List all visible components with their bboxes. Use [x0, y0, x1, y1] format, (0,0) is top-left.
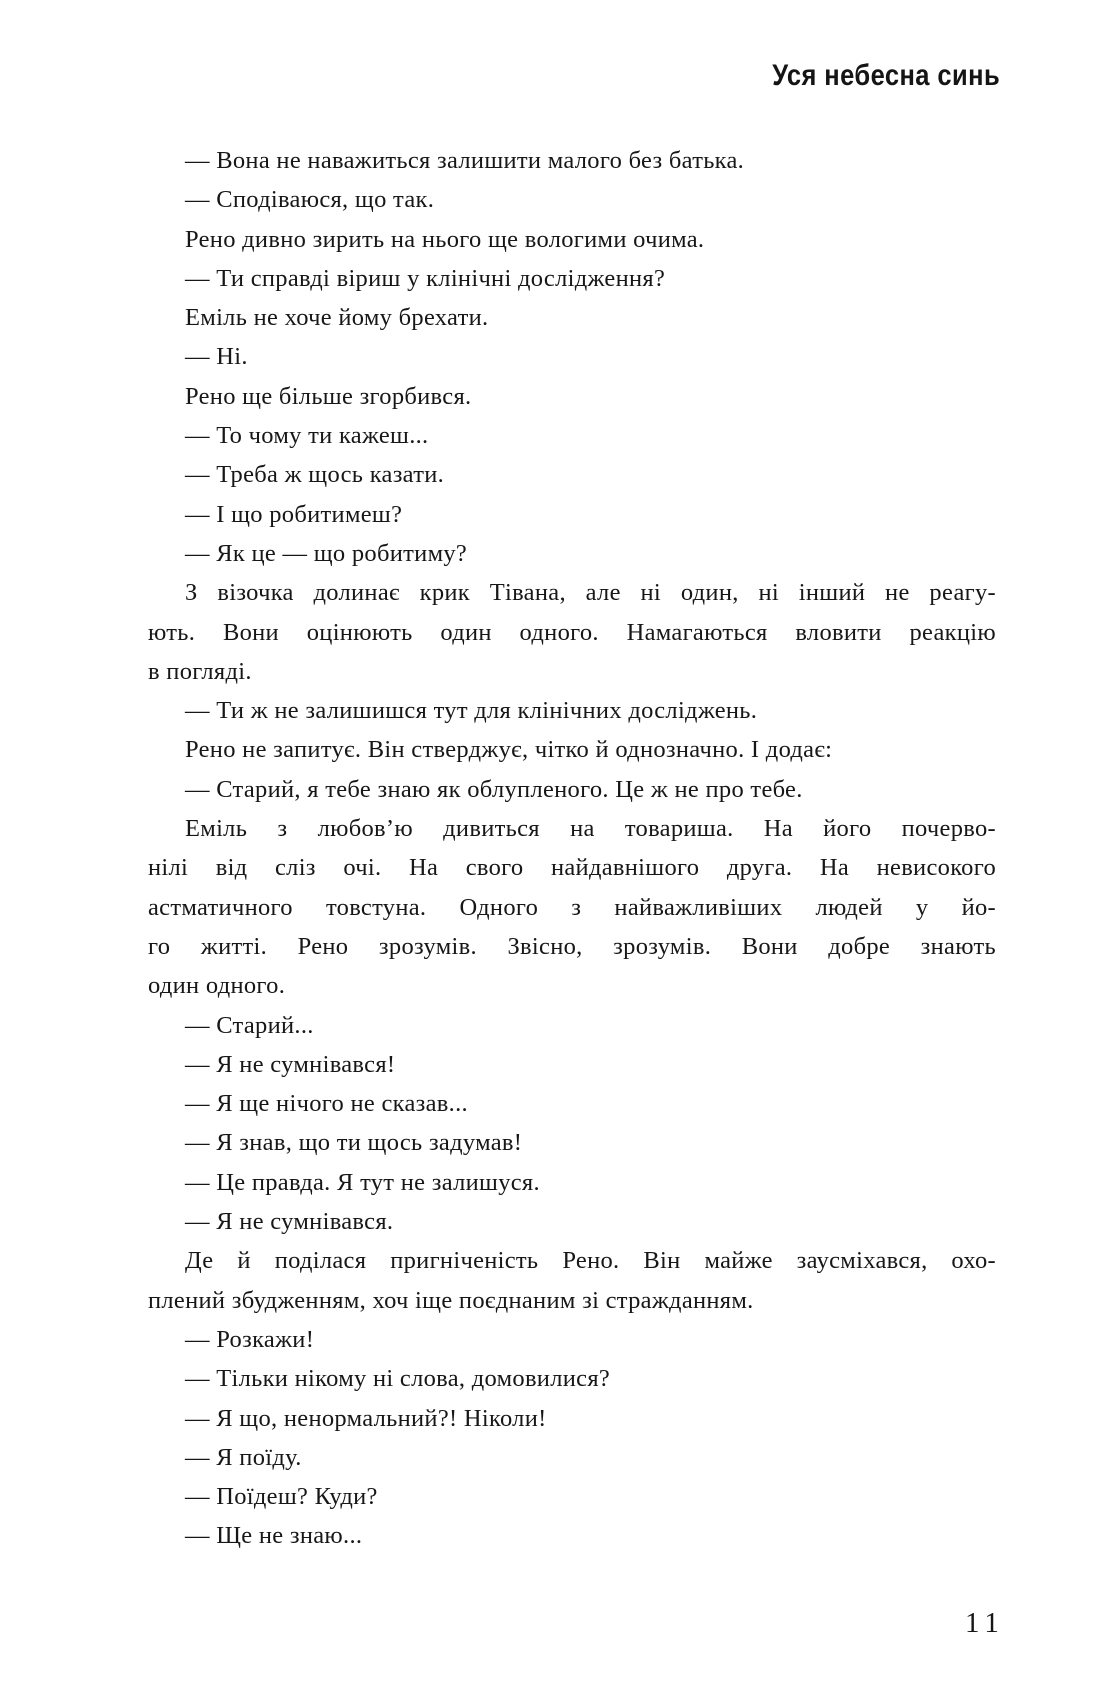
- text-line: Рено ще більше згорбився.: [185, 382, 472, 410]
- text-line: — Поїдеш? Куди?: [185, 1483, 378, 1511]
- text-line: астматичного товстуна. Одного з найважливіших людей у йо-: [148, 893, 996, 921]
- text-line: — Старий, я тебе знаю як облупленого. Це ж не про тебе.: [185, 775, 803, 803]
- text-line: — Я поїду.: [185, 1443, 302, 1471]
- text-line: Де й поділася пригніченість Рено. Він майже заусміхався, охо-: [185, 1247, 996, 1275]
- running-header: Уся небесна синь: [772, 59, 1000, 92]
- text-line: Еміль не хоче йому брехати.: [185, 304, 489, 332]
- text-line: — Як це — що робитиму?: [185, 539, 468, 567]
- text-line: — Треба ж щось казати.: [185, 461, 445, 489]
- text-line: — Я не сумнівався.: [185, 1208, 394, 1236]
- text-line: — Розкажи!: [185, 1325, 315, 1353]
- text-line: Еміль з любов’ю дивиться на товариша. На його почерво-: [185, 815, 996, 843]
- text-line: — Я знав, що ти щось задумав!: [185, 1129, 523, 1157]
- text-line: плений збудженням, хоч іще поєднаним зі стражданням.: [148, 1286, 754, 1314]
- text-line: — Сподіваюся, що так.: [185, 186, 435, 214]
- text-line: Рено не запитує. Він стверджує, чітко й однозначно. І додає:: [185, 736, 833, 764]
- text-line: — І що робитимеш?: [185, 500, 403, 528]
- text-line: — Я ще нічого не сказав...: [185, 1090, 468, 1118]
- text-line: — Старий...: [185, 1011, 314, 1039]
- text-line: — Я не сумнівався!: [185, 1050, 396, 1078]
- text-line: — Я що, ненормальний?! Ніколи!: [185, 1404, 547, 1432]
- text-line: нілі від сліз очі. На свого найдавнішого друга. На невисокого: [148, 854, 996, 882]
- text-line: ють. Вони оцінюють один одного. Намагаються вловити реакцію: [148, 618, 996, 646]
- text-line: — Ти справді віриш у клінічні дослідження?: [185, 264, 666, 292]
- text-line: — Ти ж не залишишся тут для клінічних досліджень.: [185, 697, 758, 725]
- text-line: один одного.: [148, 972, 286, 1000]
- page-number: 11: [965, 1607, 1005, 1639]
- text-line: — Тільки нікому ні слова, домовилися?: [185, 1365, 611, 1393]
- text-line: — Ще не знаю...: [185, 1522, 363, 1550]
- text-line: — Вона не наважиться залишити малого без батька.: [185, 147, 745, 174]
- text-line: З візочка долинає крик Тівана, але ні один, ні інший не реагу-: [185, 579, 996, 607]
- text-line: — Ні.: [185, 343, 248, 371]
- body-text: [148, 141, 996, 1556]
- text-line: — То чому ти кажеш...: [185, 422, 429, 450]
- text-line: Рено дивно зирить на нього ще вологими очима.: [185, 225, 705, 253]
- text-line: — Це правда. Я тут не залишуся.: [185, 1168, 540, 1196]
- text-line: в погляді.: [148, 657, 252, 685]
- text-line: го житті. Рено зрозумів. Звісно, зрозумів. Вони добре знають: [148, 932, 996, 960]
